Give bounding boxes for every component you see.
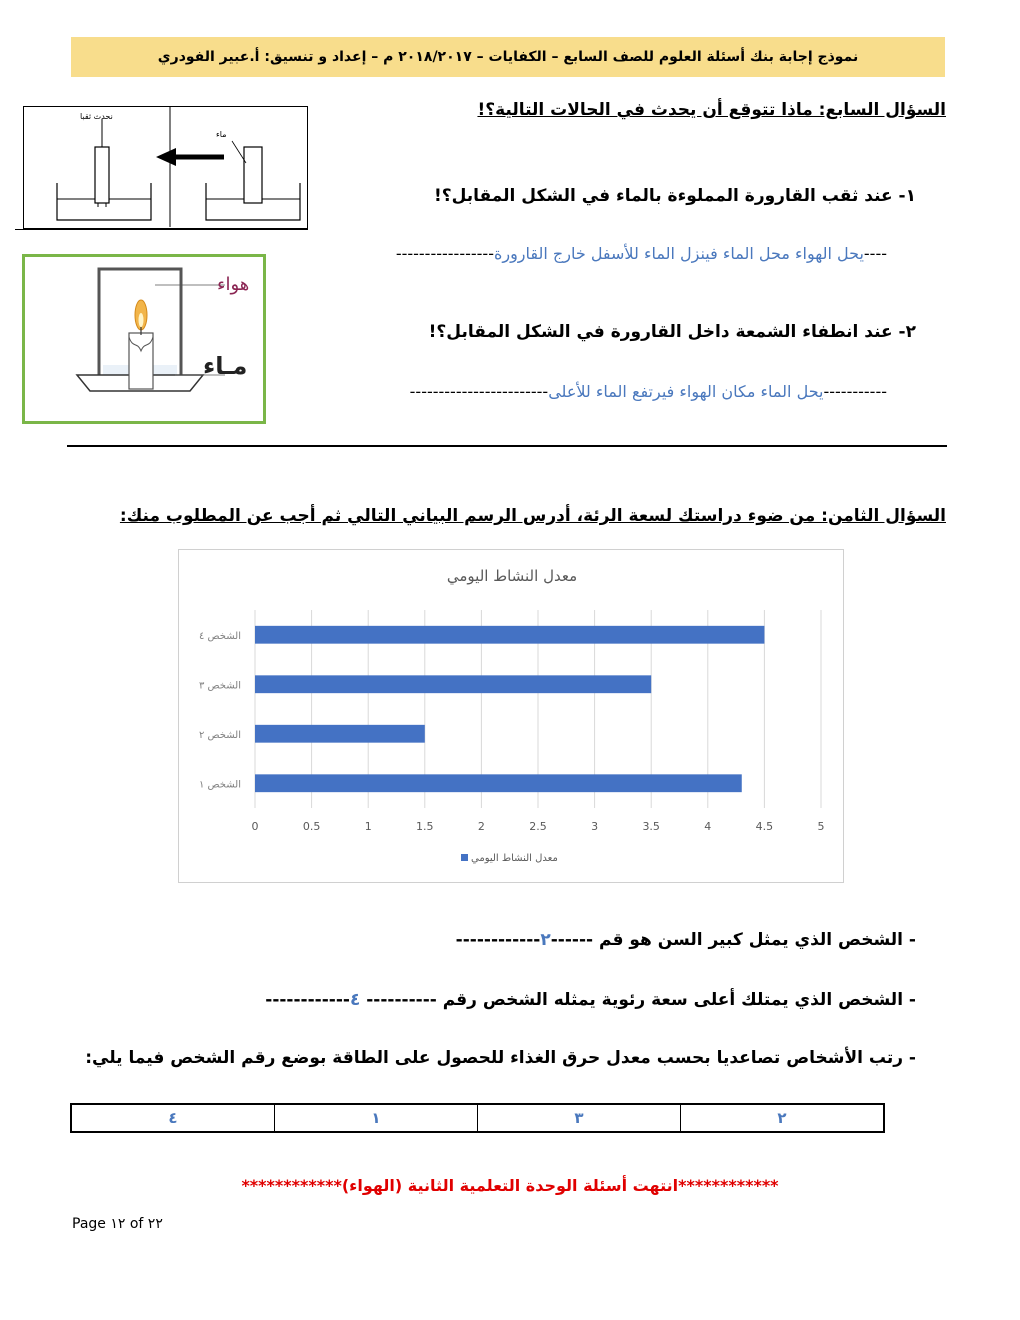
q7-answer1-text: يحل الهواء محل الماء فينزل الماء للأسفل خارج القارورة — [493, 244, 864, 263]
ranking-cell: ١ — [274, 1105, 477, 1131]
fig1-water-label: ماء — [216, 130, 227, 139]
chart-xtick-label: 2.5 — [529, 820, 547, 833]
chart-xtick-label: 3.5 — [642, 820, 660, 833]
candle-jar-figure — [22, 254, 266, 424]
q7-answer2-prefix: ----------- — [823, 382, 887, 401]
activity-chart — [178, 549, 844, 883]
q7-answer1 — [396, 244, 887, 263]
chart-bar — [255, 626, 764, 644]
chart-xtick-label: 3 — [591, 820, 599, 833]
fig1-hole-label: نحدث ثقبا — [80, 112, 113, 121]
page-number: Page ١٢ of ٢٢ — [72, 1216, 163, 1232]
chart-category-label: الشخص ١ — [198, 779, 241, 791]
chart-xtick-label: 2 — [477, 820, 485, 833]
ranking-table — [70, 1103, 885, 1133]
legend-swatch — [461, 854, 468, 861]
chart-xtick-label: 5 — [817, 820, 825, 833]
q8-bullet2 — [265, 990, 916, 1010]
chart-category-label: الشخص ٣ — [198, 680, 241, 692]
chart-xtick-label: 0.5 — [302, 820, 321, 833]
chart-bar — [255, 774, 742, 792]
q7-answer1-suffix: ----------------- — [395, 244, 494, 263]
chart-category-label: الشخص ٤ — [198, 630, 241, 642]
q7-item2: ٢- عند انطفاء الشمعة داخل القارورة في الشكل المقابل؟! — [428, 322, 916, 342]
q8-bullet2-prefix: - الشخص الذي يمتلك أعلى سعة رئوية يمثله الشخص رقم ---------- — [360, 990, 916, 1010]
chart-xtick-label: 4.5 — [755, 820, 774, 833]
chart-title: معدل النشاط اليومي — [446, 567, 578, 585]
q8-title: السؤال الثامن: من ضوء دراستك لسعة الرئة، أدرس الرسم البياني التالي ثم أجب عن المطلوب منك: — [119, 506, 946, 526]
q7-item1: ١- عند ثقب القارورة المملوءة بالماء في الشكل المقابل؟! — [433, 186, 916, 206]
chart-xtick-label: 1 — [364, 820, 372, 833]
q7-title: السؤال السابع: ماذا تتوقع أن يحدث في الحالات التالية؟! — [477, 100, 946, 120]
q8-bullet1-suffix: ------------ — [455, 930, 541, 950]
q8-bullet2-answer: ٤ — [349, 990, 361, 1010]
q8-bullet1-answer: ٢ — [540, 930, 551, 950]
bottle-hole-figure — [23, 106, 308, 229]
legend-label: معدل النشاط اليومي — [471, 853, 558, 864]
q7-answer2-suffix: ------------------------ — [409, 382, 549, 401]
q8-bullet2-suffix: ------------ — [265, 990, 350, 1010]
fig2-water-label: مـاء — [203, 352, 248, 380]
chart-bar — [255, 725, 425, 743]
fig2-air-label: هواء — [217, 274, 250, 295]
q7-answer2-text: يحل الماء مكان الهواء فيرتفع الماء للأعلى — [548, 382, 824, 401]
fig1-underline — [15, 229, 308, 230]
ranking-cell: ٣ — [477, 1105, 680, 1131]
ranking-cell: ٢ — [680, 1105, 883, 1131]
q8-bullet3: - رتب الأشخاص تصاعديا بحسب معدل حرق الغذاء للحصول على الطاقة بوضع رقم الشخص فيما يلي: — [85, 1048, 916, 1068]
q8-bullet1 — [456, 930, 916, 950]
ranking-cell: ٤ — [168, 1109, 178, 1127]
candle-jar-drawing — [25, 257, 263, 421]
chart-xtick-label: 0 — [251, 820, 259, 833]
end-of-unit-message: ************انتهت أسئلة الوحدة التعلمية الثانية (الهواء)************ — [241, 1176, 779, 1195]
q7-answer2 — [410, 382, 887, 401]
bottle-hole-drawing — [24, 107, 306, 227]
chart-xtick-label: 1.5 — [416, 820, 434, 833]
chart-xtick-label: 4 — [704, 820, 712, 833]
header-title: نموذج إجابة بنك أسئلة العلوم للصف السابع – الكفايات – ٢٠١٨/٢٠١٧ م – إعداد و تنسيق: أ.عبير الفودري — [157, 49, 859, 65]
chart-bar — [255, 675, 651, 693]
q8-bullet1-prefix: - الشخص الذي يمثل كبير السن هو قم ------ — [550, 930, 916, 950]
chart-category-label: الشخص ٢ — [198, 729, 241, 741]
activity-chart-svg — [179, 550, 842, 881]
page-header — [71, 37, 945, 77]
q7-answer1-prefix: ---- — [863, 244, 887, 263]
section-divider — [67, 445, 947, 447]
